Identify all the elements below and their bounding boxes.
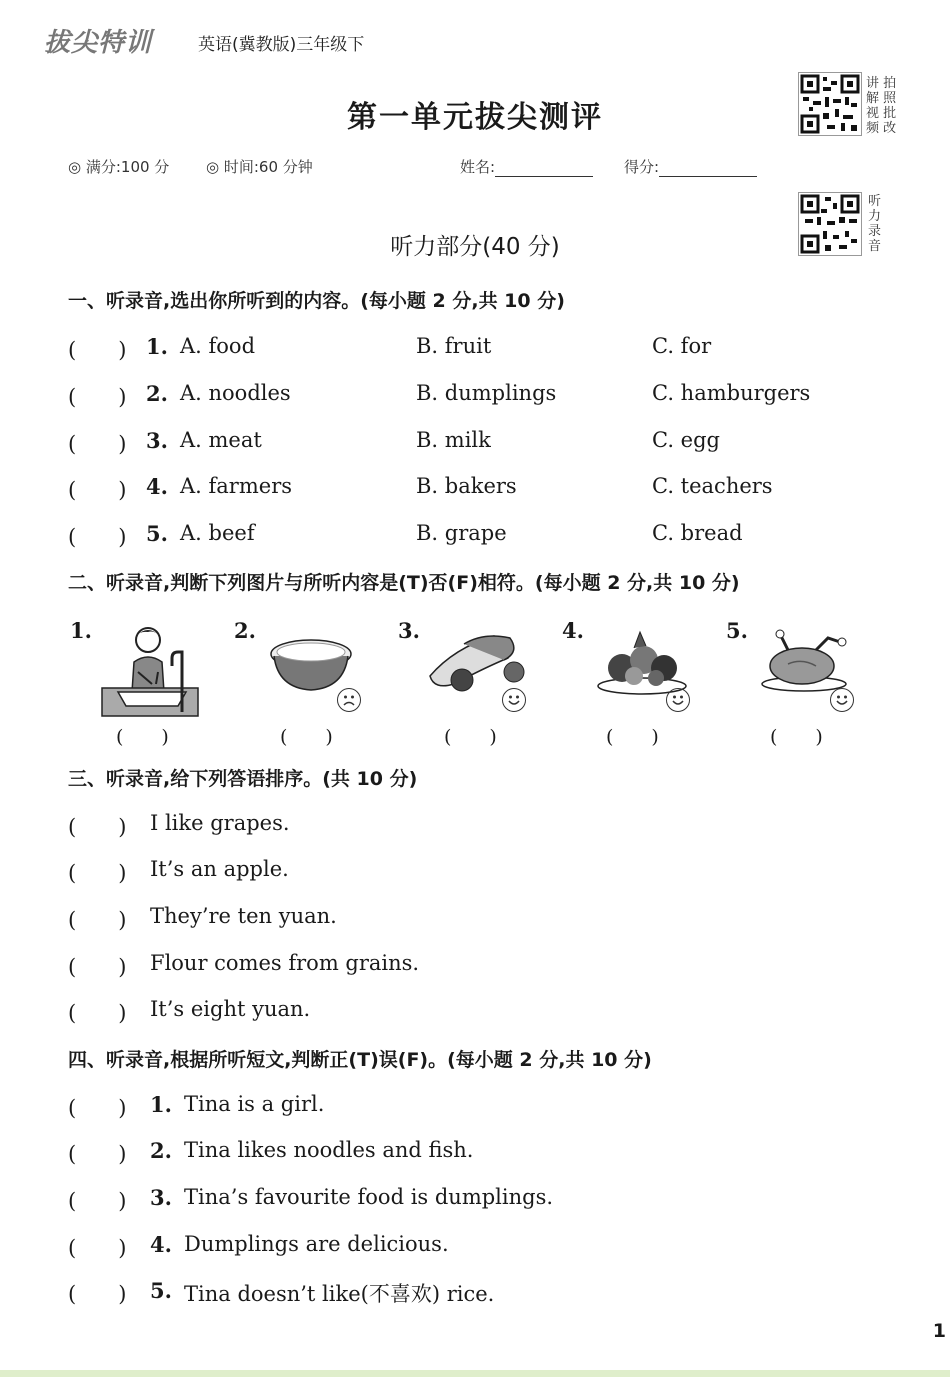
statement-text: Tina likes noodles and fish.: [184, 1138, 474, 1162]
answer-paren[interactable]: ( ): [68, 815, 127, 839]
statement-text: Tina is a girl.: [184, 1092, 325, 1116]
part4-heading: 四、听录音,根据所听短文,判断正(T)误(F)。(每小题 2 分,共 10 分): [68, 1049, 652, 1071]
item-number: 5.: [150, 1278, 172, 1303]
option-b: B. milk: [416, 428, 491, 452]
item-number: 3.: [150, 1185, 172, 1210]
answer-paren[interactable]: ( ): [68, 955, 127, 979]
fruit-plate-picture: [594, 628, 690, 696]
rice-bowl-picture: [266, 632, 356, 696]
answer-paren[interactable]: ( ): [116, 726, 169, 748]
answer-paren[interactable]: ( ): [68, 525, 127, 549]
part2-heading: 二、听录音,判断下列图片与所听内容是(T)否(F)相符。(每小题 2 分,共 10 分): [68, 572, 740, 594]
picture-number: 5.: [726, 618, 748, 643]
picture-number: 1.: [70, 618, 92, 643]
answer-paren[interactable]: ( ): [606, 726, 659, 748]
page-number: 1: [932, 1320, 946, 1342]
option-b: B. grape: [416, 521, 507, 545]
qr-code-icon[interactable]: [798, 72, 862, 136]
answer-paren[interactable]: ( ): [68, 1282, 127, 1306]
sad-face-icon: [337, 688, 361, 712]
list-item: [68, 997, 888, 1027]
picture-number: 4.: [562, 618, 584, 643]
part3-heading: 三、听录音,给下列答语排序。(共 10 分): [68, 768, 418, 790]
answer-paren[interactable]: ( ): [68, 1096, 127, 1120]
answer-paren[interactable]: ( ): [68, 908, 127, 932]
answer-paren[interactable]: ( ): [68, 385, 127, 409]
name-field[interactable]: [460, 156, 593, 177]
response-text: They’re ten yuan.: [150, 904, 337, 928]
option-c: C. hamburgers: [652, 381, 811, 405]
item-number: 3.: [146, 428, 168, 453]
option-b: B. bakers: [416, 474, 517, 498]
answer-paren[interactable]: ( ): [68, 1142, 127, 1166]
answer-paren[interactable]: ( ): [68, 432, 127, 456]
list-item: [68, 1232, 888, 1262]
item-number: 5.: [146, 521, 168, 546]
response-text: I like grapes.: [150, 811, 290, 835]
list-item: [68, 1092, 888, 1122]
smile-face-icon: [830, 688, 854, 712]
statement-text: Tina’s favourite food is dumplings.: [184, 1185, 554, 1209]
answer-paren[interactable]: ( ): [444, 726, 497, 748]
brand-logo: 拔尖特训: [44, 28, 153, 58]
list-item: [68, 1278, 888, 1308]
smile-face-icon: [666, 688, 690, 712]
answer-paren[interactable]: ( ): [280, 726, 333, 748]
list-item: [68, 1185, 888, 1215]
qr-label-audio: 听 力 录 音: [868, 194, 882, 254]
picture-number: 3.: [398, 618, 420, 643]
answer-paren[interactable]: ( ): [68, 478, 127, 502]
option-b: B. dumplings: [416, 381, 557, 405]
page-title: 第一单元拔尖测评: [347, 100, 603, 135]
option-b: B. fruit: [416, 334, 492, 358]
answer-paren[interactable]: ( ): [770, 726, 823, 748]
option-c: C. teachers: [652, 474, 773, 498]
part1-heading: 一、听录音,选出你所听到的内容。(每小题 2 分,共 10 分): [68, 290, 565, 312]
score-label: 得分:: [624, 158, 660, 176]
bottom-bar: [0, 1370, 950, 1377]
smile-face-icon: [502, 688, 526, 712]
list-item: [68, 381, 888, 411]
response-text: Flour comes from grains.: [150, 951, 420, 975]
list-item: [68, 521, 888, 551]
section-title: 听力部分(40 分): [390, 234, 560, 260]
qr-label-lecture: 讲 拍 解 照 视 批 频 改: [866, 76, 897, 136]
option-c: C. for: [652, 334, 712, 358]
answer-paren[interactable]: ( ): [68, 861, 127, 885]
item-number: 2.: [146, 381, 168, 406]
list-item: [68, 428, 888, 458]
list-item: [68, 904, 888, 934]
option-a: A. noodles: [180, 381, 291, 405]
name-label: 姓名:: [460, 158, 496, 176]
list-item: [68, 474, 888, 504]
score-field[interactable]: [624, 156, 757, 177]
list-item: [68, 334, 888, 364]
option-a: A. meat: [180, 428, 262, 452]
item-number: 4.: [150, 1232, 172, 1257]
response-text: It’s an apple.: [150, 857, 289, 881]
picture-number: 2.: [234, 618, 256, 643]
option-a: A. beef: [180, 521, 255, 545]
answer-paren[interactable]: ( ): [68, 338, 127, 362]
statement-text: Tina doesn’t like(不喜欢) rice.: [184, 1282, 495, 1306]
option-a: A. farmers: [180, 474, 293, 498]
boy-washing-hands-picture: [98, 622, 202, 718]
roast-chicken-picture: [758, 628, 858, 694]
item-number: 1.: [146, 334, 168, 359]
option-c: C. bread: [652, 521, 743, 545]
item-number: 2.: [150, 1138, 172, 1163]
item-number: 4.: [146, 474, 168, 499]
time-limit: ◎ 时间:60 分钟: [206, 158, 313, 176]
name-blank[interactable]: [495, 160, 593, 177]
answer-paren[interactable]: ( ): [68, 1189, 127, 1213]
answer-paren[interactable]: ( ): [68, 1236, 127, 1260]
subject-label: 英语(冀教版)三年级下: [198, 35, 365, 55]
option-c: C. egg: [652, 428, 720, 452]
list-item: [68, 951, 888, 981]
option-a: A. food: [180, 334, 256, 358]
answer-paren[interactable]: ( ): [68, 1001, 127, 1025]
statement-text: Dumplings are delicious.: [184, 1232, 449, 1256]
list-item: [68, 857, 888, 887]
list-item: [68, 1138, 888, 1168]
vegetables-picture: [424, 628, 528, 694]
full-score: ◎ 满分:100 分: [68, 158, 170, 176]
list-item: [68, 811, 888, 841]
score-blank[interactable]: [659, 160, 757, 177]
response-text: It’s eight yuan.: [150, 997, 311, 1021]
item-number: 1.: [150, 1092, 172, 1117]
